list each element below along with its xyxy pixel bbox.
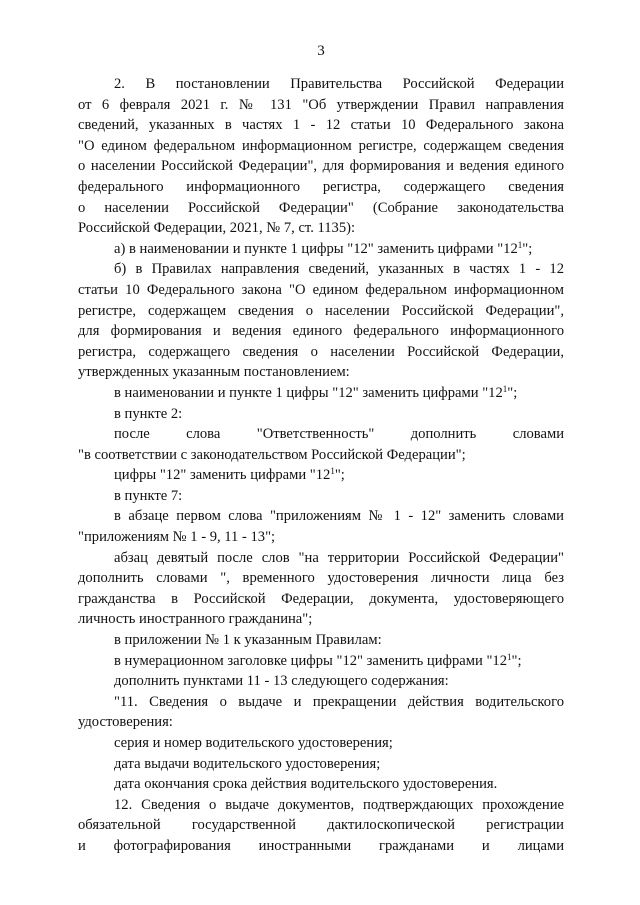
line-text: в приложении № 1 к указанным Правилам: [114, 632, 382, 649]
text-line [78, 486, 564, 507]
text-line [78, 136, 564, 157]
superscript: 1 [507, 651, 512, 662]
text-line [78, 815, 564, 836]
text-line [78, 424, 564, 445]
line-text: дата окончания срока действия водительского удостоверения. [114, 776, 498, 793]
text-line [78, 95, 564, 116]
text-line [78, 609, 564, 630]
line-tail: "; [511, 652, 522, 669]
text-line [78, 301, 564, 322]
text-line [78, 774, 564, 795]
line-text: цифры "12" заменить цифрами "12 [114, 467, 331, 484]
superscript: 1 [502, 383, 508, 394]
line-text: серия и номер водительского удостоверения; [114, 735, 393, 751]
line-text: сведений, указанных в частях 1 - 12 статьи 10 Федерального закона [78, 117, 564, 134]
line-text: для формирования и ведения единого федерального информационного [78, 323, 564, 340]
line-text: в пункте 2: [114, 405, 183, 422]
text-line [78, 156, 564, 177]
line-tail: "; [507, 384, 518, 401]
text-line [78, 74, 564, 95]
line-text: от 6 февраля 2021 г. № 131 "Об утверждении Правил направления [78, 96, 564, 113]
line-text: удостоверения: [78, 714, 173, 731]
line-text: утвержденных указанным постановлением: [78, 364, 350, 381]
line-text: 2. В постановлении Правительства Российской Федерации [114, 76, 564, 92]
line-text: федерального информационного регистра, содержащего сведения [78, 178, 564, 195]
line-text: абзац девятый после слов "на территории Российской Федерации" [114, 549, 564, 566]
line-text: "11. Сведения о выдаче и прекращении действия водительского [114, 693, 564, 710]
text-line [78, 589, 564, 610]
text-line [78, 445, 564, 466]
line-text: регистра, содержащего сведения о населении Российской Федерации, [78, 343, 564, 360]
text-line [78, 404, 564, 425]
text-line [78, 836, 564, 857]
page-number: 3 [317, 43, 325, 59]
line-text: дата выдачи водительского удостоверения; [114, 755, 381, 772]
document-page [78, 0, 564, 905]
text-line [78, 218, 564, 239]
document-body [78, 74, 564, 857]
line-text: в абзаце первом слова "приложениям № 1 - 12" заменить словами [114, 508, 564, 525]
line-text: "О едином федеральном информационном регистре, содержащем сведения [78, 137, 564, 154]
line-text: в нумерационном заголовке цифры "12" заменить цифрами "12 [114, 652, 508, 669]
text-line [78, 548, 564, 569]
text-line [78, 383, 564, 404]
text-line [78, 239, 564, 260]
line-text: дополнить словами ", временного удостоверения личности лица без [78, 570, 564, 587]
text-line [78, 177, 564, 198]
line-text: регистре, содержащем сведения о населении Российской Федерации", [78, 302, 564, 319]
line-tail: "; [522, 240, 533, 257]
text-line [78, 280, 564, 301]
text-line [78, 733, 564, 754]
line-text: о населении Российской Федерации" (Собрание законодательства [78, 199, 564, 216]
line-text: о населении Российской Федерации", для формирования и ведения единого [78, 158, 564, 175]
text-line [78, 342, 564, 363]
line-text: а) в наименовании и пункте 1 цифры "12" заменить цифрами "12 [114, 240, 518, 257]
line-text: дополнить пунктами 11 - 13 следующего содержания: [114, 673, 449, 690]
line-text: "в соответствии с законодательством Российской Федерации"; [78, 446, 466, 463]
text-line [78, 671, 564, 692]
text-line [78, 754, 564, 775]
text-line [78, 712, 564, 733]
text-line [78, 115, 564, 136]
line-text: статьи 10 Федерального закона "О едином федеральном информационном [78, 281, 564, 298]
text-line [78, 321, 564, 342]
text-line [78, 568, 564, 589]
line-text: в пункте 7: [114, 487, 183, 504]
line-text: после слова "Ответственность" дополнить словами [114, 426, 564, 443]
text-line [78, 362, 564, 383]
text-line [78, 651, 564, 672]
line-text: б) в Правилах направления сведений, указанных в частях 1 - 12 [114, 261, 564, 278]
text-line [78, 630, 564, 651]
text-line [78, 795, 564, 816]
text-line [78, 506, 564, 527]
superscript: 1 [517, 239, 523, 250]
line-text: 12. Сведения о выдаче документов, подтверждающих прохождение [114, 796, 564, 813]
line-text: гражданства в Российской Федерации, документа, удостоверяющего [78, 590, 564, 607]
text-line [78, 198, 564, 219]
superscript: 1 [330, 466, 335, 477]
text-line [78, 259, 564, 280]
line-text: обязательной государственной дактилоскопической регистрации [78, 817, 564, 834]
line-text: в наименовании и пункте 1 цифры "12" заменить цифрами "12 [114, 384, 503, 401]
line-text: личность иностранного гражданина"; [78, 611, 313, 628]
text-line [78, 692, 564, 713]
line-text: "приложениям № 1 - 9, 11 - 13"; [78, 529, 276, 546]
line-tail: "; [334, 467, 345, 484]
line-text: Российской Федерации, 2021, № 7, ст. 1135): [78, 220, 356, 237]
text-line [78, 527, 564, 548]
line-text: и фотографирования иностранными гражданами и лицами [78, 837, 564, 854]
text-line [78, 465, 564, 486]
